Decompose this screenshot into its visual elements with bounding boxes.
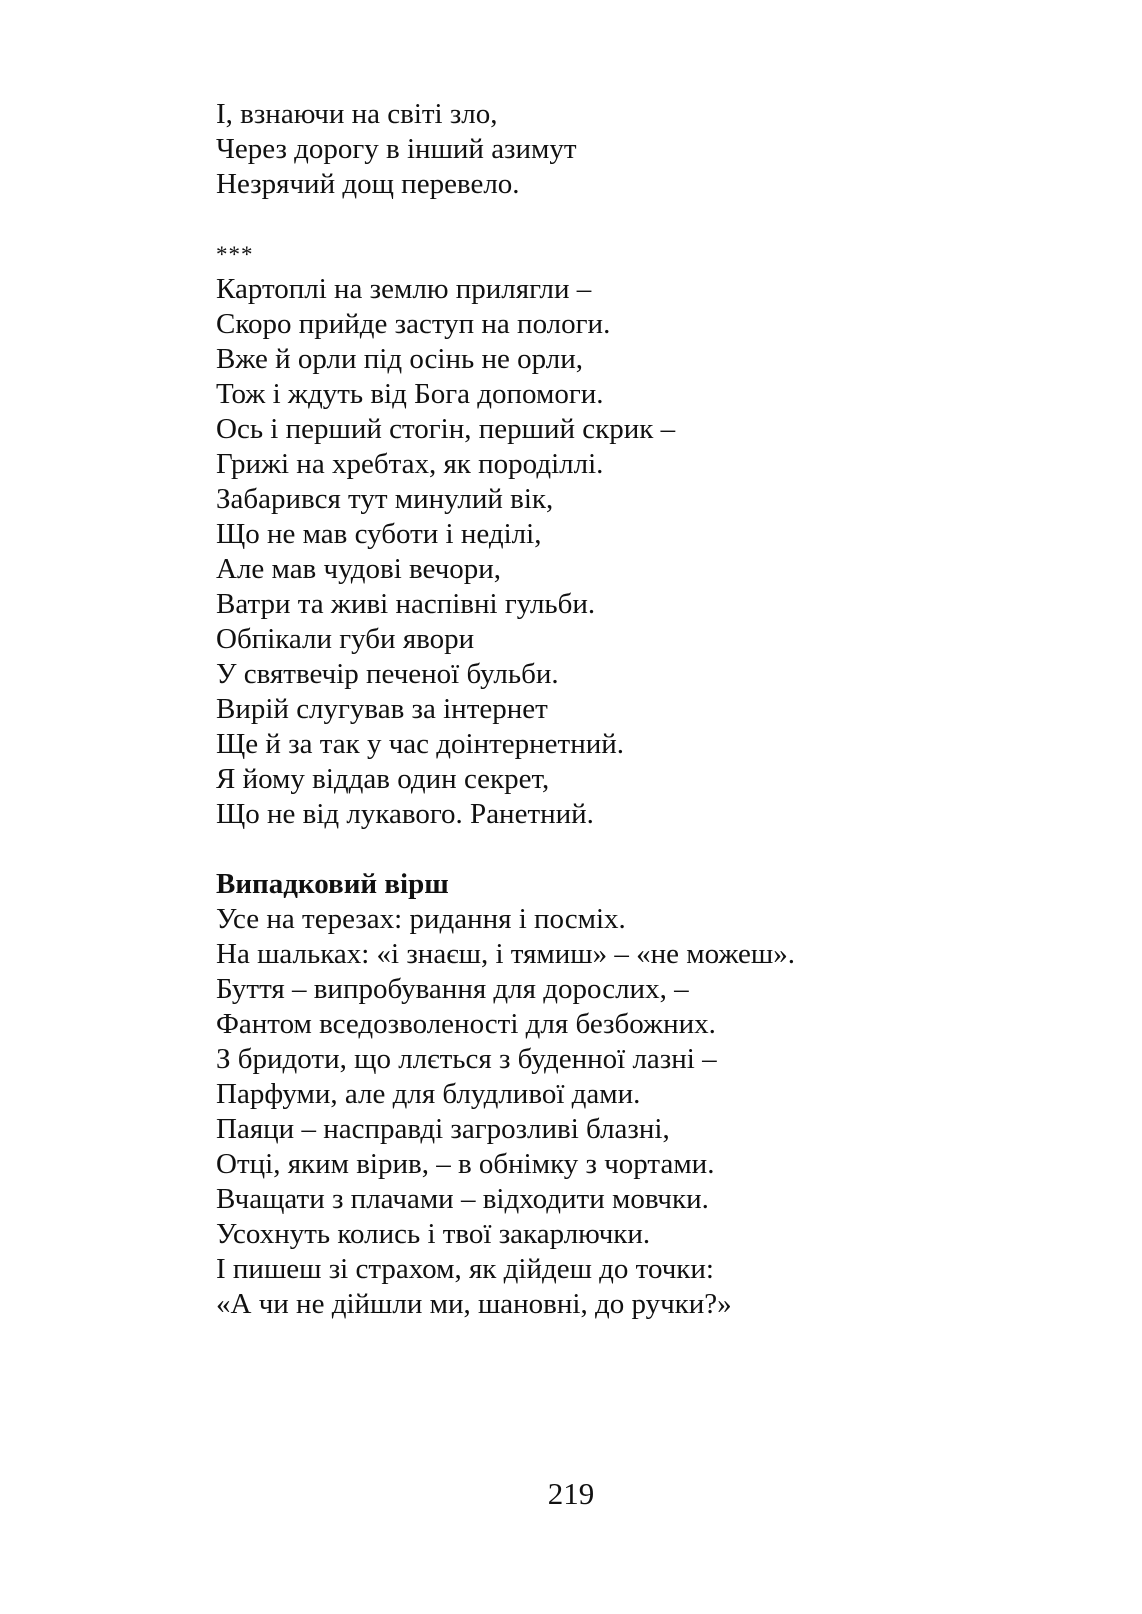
poem-line: Парфуми, але для блудливої дами.	[216, 1078, 641, 1110]
poem-line: Вчащати з плачами – відходити мовчки.	[216, 1183, 709, 1215]
poem-line: Картоплі на землю прилягли –	[216, 273, 592, 305]
poem-line: І, взнаючи на світі зло,	[216, 98, 498, 130]
poem-line: Отці, яким вірив, – в обнімку з чортами.	[216, 1148, 715, 1180]
poem-line: Через дорогу в інший азимут	[216, 133, 577, 165]
poem-line: Що не від лукавого. Ранетний.	[216, 798, 594, 830]
poem-line: Забарився тут минулий вік,	[216, 483, 554, 515]
poem-ending	[216, 97, 976, 202]
text-column	[216, 97, 976, 1322]
stanza-gap	[216, 202, 976, 237]
poem-title: Випадковий вірш	[216, 868, 449, 900]
poem-line: Що не мав суботи і неділі,	[216, 518, 542, 550]
poem-line: Фантом вседозволеності для безбожних.	[216, 1008, 716, 1040]
poem-line: Усохнуть колись і твої закарлючки.	[216, 1218, 651, 1250]
poem-line: У святвечір печеної бульби.	[216, 658, 559, 690]
poem-line: Я йому віддав один секрет,	[216, 763, 550, 795]
poem-line: Ватри та живі наспівні гульби.	[216, 588, 596, 620]
poem-line: Обпікали губи явори	[216, 623, 475, 655]
poem-line: Грижі на хребтах, як породіллі.	[216, 448, 604, 480]
poem-line: Паяци – насправді загрозливі блазні,	[216, 1113, 670, 1145]
poem-line: Буття – випробування для дорослих, –	[216, 973, 689, 1005]
poem-separator: ***	[216, 242, 254, 267]
poem-line: Усе на терезах: ридання і посміх.	[216, 903, 626, 935]
poem-line: З бридоти, що ллється з буденної лазні –	[216, 1043, 717, 1075]
poem-line: Ось і перший стогін, перший скрик –	[216, 413, 676, 445]
poem-line: Скоро прийде заступ на пологи.	[216, 308, 611, 340]
page-number: 219	[547, 1476, 595, 1511]
stanza-gap	[216, 832, 976, 867]
random-poem	[216, 867, 976, 1322]
poem-line: Ще й за так у час доінтернетний.	[216, 728, 625, 760]
poem-line: Але мав чудові вечори,	[216, 553, 502, 585]
untitled-poem	[216, 237, 976, 832]
poem-line: Вирій слугував за інтернет	[216, 693, 548, 725]
poem-line: «А чи не дійшли ми, шановні, до ручки?»	[216, 1288, 732, 1320]
poem-line: Незрячий дощ перевело.	[216, 168, 520, 200]
poem-line: На шальках: «і знаєш, і тямиш» – «не можеш».	[216, 938, 795, 970]
poem-line: І пишеш зі страхом, як дійдеш до точки:	[216, 1253, 714, 1285]
poem-line: Вже й орли під осінь не орли,	[216, 343, 583, 375]
poem-line: Тож і ждуть від Бога допомоги.	[216, 378, 604, 410]
